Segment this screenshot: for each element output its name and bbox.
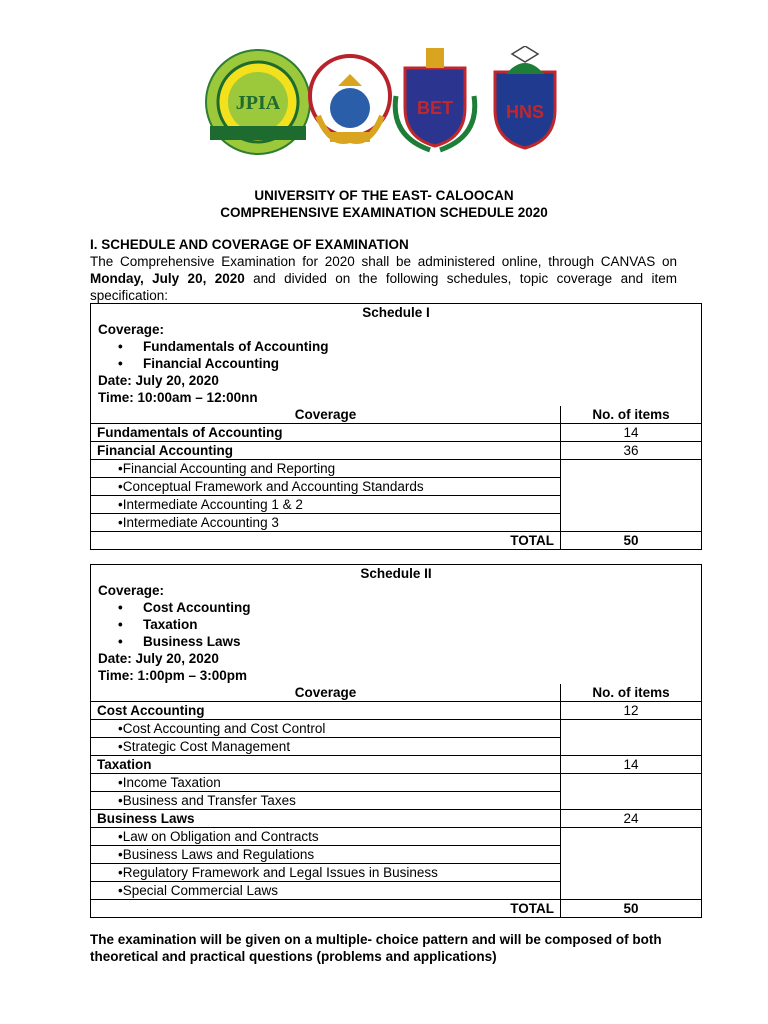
coverage-label: Coverage: [98, 583, 165, 598]
table-row: •Business and Transfer Taxes [91, 792, 701, 810]
schedule-2-box [90, 564, 702, 918]
coverage-item: • Business Laws [118, 634, 241, 649]
svg-text:JPIA: JPIA [235, 92, 281, 114]
svg-text:HNS: HNS [505, 102, 545, 122]
intro-text-b: and divided on the following schedules, topic coverage and item specification: [90, 271, 677, 303]
table-row: •Cost Accounting and Cost Control [91, 720, 701, 738]
university-title: UNIVERSITY OF THE EAST- CALOOCAN [254, 188, 514, 203]
schedule-title: COMPREHENSIVE EXAMINATION SCHEDULE 2020 [220, 205, 548, 220]
intro-text-a: The Comprehensive Examination for 2020 shall be administered online, through CANVAS on [90, 254, 677, 269]
schedule-1-table [91, 406, 701, 549]
atlas-logo [310, 56, 390, 142]
exam-time: Time: 10:00am – 12:00nn [98, 390, 258, 405]
schedule-1-title: Schedule I [362, 305, 430, 320]
table-row: •Business Laws and Regulations [91, 846, 701, 864]
table-row: •Strategic Cost Management [91, 738, 701, 756]
exam-date: Date: July 20, 2020 [98, 651, 219, 666]
table-row: Cost Accounting 12 [91, 702, 701, 720]
table-row: •Income Taxation [91, 774, 701, 792]
exam-time: Time: 1:00pm – 3:00pm [98, 668, 248, 683]
hns-logo [495, 46, 555, 148]
intro-paragraph [90, 253, 677, 304]
col-coverage: Coverage [294, 407, 357, 422]
table-row: •Conceptual Framework and Accounting Standards [91, 478, 701, 496]
coverage-item: • Taxation [118, 617, 198, 632]
table-row: •Regulatory Framework and Legal Issues in Business [91, 864, 701, 882]
schedule-2-table [91, 684, 701, 917]
table-row: Fundamentals of Accounting 14 [91, 424, 701, 442]
organization-logos [200, 46, 570, 158]
table-row: Financial Accounting 36 [91, 442, 701, 460]
table-row: •Intermediate Accounting 1 & 2 [91, 496, 701, 514]
table-row: Taxation 14 [91, 756, 701, 774]
col-coverage: Coverage [294, 685, 357, 700]
schedule-1-box [90, 303, 702, 550]
coverage-item: • Cost Accounting [118, 600, 251, 615]
exam-format-note: The examination will be given on a multiple- choice pattern and will be composed of both theoretical and practical questions (problems and applications) [90, 932, 662, 964]
coverage-item: • Financial Accounting [118, 356, 280, 371]
coverage-item: • Fundamentals of Accounting [118, 339, 329, 354]
schedule-2-title: Schedule II [360, 566, 432, 581]
bet-logo [395, 48, 475, 150]
table-row: Business Laws 24 [91, 810, 701, 828]
table-row: •Financial Accounting and Reporting [91, 460, 701, 478]
table-row: •Law on Obligation and Contracts [91, 828, 701, 846]
table-row: •Intermediate Accounting 3 [91, 514, 701, 532]
jpia-logo [206, 50, 310, 154]
total-row: TOTAL 50 [91, 900, 701, 918]
col-items: No. of items [561, 406, 702, 424]
intro-date: Monday, July 20, 2020 [90, 271, 245, 286]
svg-text:BET: BET [417, 98, 453, 118]
exam-date: Date: July 20, 2020 [98, 373, 219, 388]
table-row: •Special Commercial Laws [91, 882, 701, 900]
section-heading: I. SCHEDULE AND COVERAGE OF EXAMINATION [90, 237, 409, 252]
coverage-label: Coverage: [98, 322, 165, 337]
total-row: TOTAL 50 [91, 532, 701, 550]
col-items: No. of items [561, 684, 702, 702]
